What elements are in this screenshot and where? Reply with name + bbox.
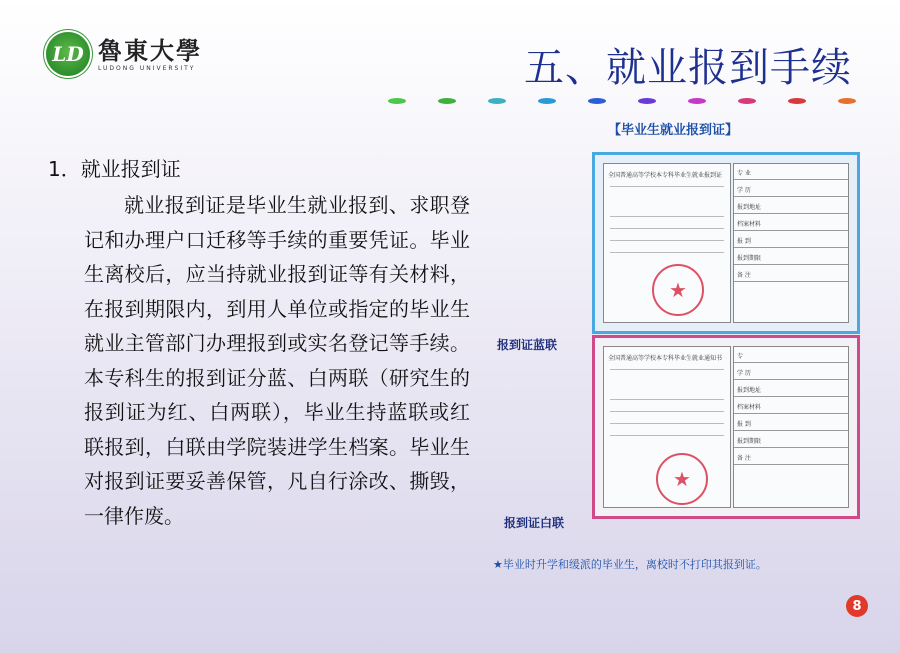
certificate-row-line — [734, 281, 848, 282]
certificate-field-label: 报 到 — [737, 421, 751, 428]
certificate-field-label: 专 — [737, 353, 744, 360]
certificate-field-label: 报到期限 — [737, 255, 762, 262]
certificate-left-panel — [603, 163, 731, 323]
certificate-field-label: 备 注 — [737, 272, 751, 279]
decor-dot — [588, 98, 606, 104]
figure-caption: 【毕业生就业报到证】 — [608, 123, 739, 138]
certificate-field-label: 报到地址 — [737, 204, 762, 211]
certificate-field-label: 档案材料 — [737, 404, 762, 411]
certificate-row-line — [734, 447, 848, 448]
decor-dot — [388, 98, 406, 104]
certificate-field-label: 备 注 — [737, 455, 751, 462]
certificate-right-panel — [733, 163, 849, 323]
decor-dot — [488, 98, 506, 104]
certificate-row-line — [734, 396, 848, 397]
red-seal-icon: ★ — [656, 453, 708, 505]
decor-dot — [438, 98, 456, 104]
certificate-blue-copy-image — [592, 152, 860, 334]
page-number: 8 — [846, 595, 868, 617]
university-logo — [46, 32, 202, 76]
section-heading: 1．就业报到证 — [48, 157, 181, 181]
footnote: ★毕业时升学和缓派的毕业生，离校时不打印其报到证。 — [493, 558, 767, 571]
red-seal-icon: ★ — [652, 264, 704, 316]
certificate-row-line — [734, 213, 848, 214]
certificate-white-copy-image — [592, 335, 860, 519]
certificate-row-line — [734, 430, 848, 431]
certificate-field-label: 档案材料 — [737, 221, 762, 228]
certificate-field-label: 学 历 — [737, 370, 751, 377]
university-emblem-icon: LD — [46, 32, 90, 76]
decor-dot — [538, 98, 556, 104]
university-name-cn: 魯東大學 — [98, 35, 202, 65]
certificate-row-line — [734, 247, 848, 248]
certificate-field-label: 报到地址 — [737, 387, 762, 394]
body-paragraph: 就业报到证是毕业生就业报到、求职登记和办理户口迁移等手续的重要凭证。毕业生离校后，应当持就业报到证等有关材料，在报到期限内，到用人单位或指定的毕业生就业主管部门办理报到或实名登记等手续。本专科生的报到证分蓝、白两联（研究生的报到证为红、白两联），毕业生持蓝联或红联报到，白联由学院装进学生档案。毕业生对报到证要妥善保管，凡自行涂改、撕毁，一律作废。 — [84, 193, 470, 528]
certificate-row-line — [734, 413, 848, 414]
certificate-field-label: 报到期限 — [737, 438, 762, 445]
certificate-header: 全国普通高等学校本专科毕业生就业报到证 — [608, 172, 723, 179]
decor-dot — [638, 98, 656, 104]
certificate-row-line — [734, 362, 848, 363]
certificate-left-panel — [603, 346, 731, 508]
certificate-right-panel — [733, 346, 849, 508]
certificate-header: 全国普通高等学校本专科毕业生就业通知书 — [608, 355, 723, 362]
decor-dot — [788, 98, 806, 104]
white-copy-label: 报到证白联 — [504, 516, 565, 530]
university-name-en: LUDONG UNIVERSITY — [98, 64, 196, 72]
slide-title: 五、就业报到手续 — [524, 45, 852, 91]
certificate-row-line — [734, 179, 848, 180]
decor-dot — [838, 98, 856, 104]
certificate-row-line — [734, 379, 848, 380]
certificate-field-label: 报 到 — [737, 238, 751, 245]
certificate-row-line — [734, 196, 848, 197]
decor-dot — [688, 98, 706, 104]
decor-dot — [738, 98, 756, 104]
certificate-row-line — [734, 230, 848, 231]
certificate-row-line — [734, 264, 848, 265]
decorative-dot-row — [388, 98, 858, 108]
certificate-field-label: 学 历 — [737, 187, 751, 194]
certificate-field-label: 专 业 — [737, 170, 751, 177]
blue-copy-label: 报到证蓝联 — [497, 338, 558, 352]
certificate-row-line — [734, 464, 848, 465]
